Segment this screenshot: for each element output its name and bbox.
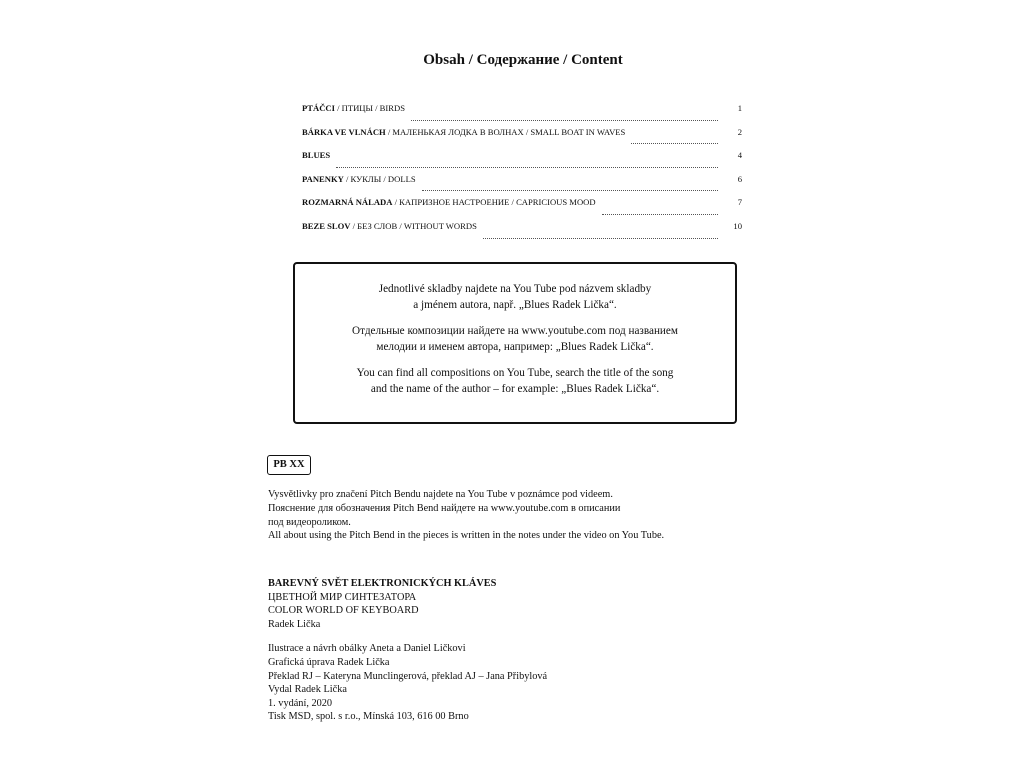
toc-item-title: PANENKY	[302, 173, 344, 184]
pitch-bend-line: Пояснение для обозначения Pitch Bend найдете на www.youtube.com в описании	[268, 502, 621, 514]
pitch-bend-badge: PB XX	[267, 455, 311, 475]
toc-item-subtitle: / КАПРИЗНОЕ НАСТРОЕНИЕ / CAPRICIOUS MOOD	[392, 197, 596, 208]
toc-item-page: 6	[737, 173, 742, 184]
toc-item	[302, 197, 742, 221]
translation-credit: Překlad RJ – Kateryna Munclingerová, překlad AJ – Jana Přibylová	[268, 670, 548, 682]
book-title-russian: ЦВЕТНОЙ МИР СИНТЕЗАТОРА	[268, 591, 417, 603]
page-title: Obsah / Содержание / Content	[423, 52, 623, 68]
pitch-bend-explanation	[268, 488, 748, 543]
toc-leader-dots	[336, 167, 718, 168]
toc-item	[302, 221, 742, 245]
toc-item-page: 2	[737, 126, 742, 137]
toc-item-title: BLUES	[302, 150, 331, 161]
toc-item	[302, 127, 742, 151]
toc-item-subtitle: / БЕЗ СЛОВ / WITHOUT WORDS	[350, 220, 477, 231]
toc-item	[302, 103, 742, 127]
toc-leader-dots	[411, 120, 718, 121]
toc-item-title: BÁRKA VE VLNÁCH	[302, 126, 386, 137]
pitch-bend-line: под видеороликом.	[268, 516, 351, 528]
toc-leader-dots	[631, 143, 718, 144]
toc-item-page: 4	[737, 150, 742, 161]
toc-leader-dots	[602, 214, 718, 215]
toc-item-page: 1	[737, 103, 742, 113]
youtube-notice-box	[293, 262, 737, 424]
book-title-czech: BAREVNÝ SVĚT ELEKTRONICKÝCH KLÁVES	[268, 578, 497, 589]
toc-item	[302, 150, 742, 174]
book-title-english: COLOR WORLD OF KEYBOARD	[268, 605, 419, 617]
notice-russian: Отдельные композиции найдете на www.youtube.com под названием мелодии и именем автора, например: „Blues Radek Lička“.	[352, 325, 678, 353]
notice-english: You can find all compositions on You Tube, search the title of the song and the name of the author – for example: „Blues Radek Lička“.	[356, 367, 674, 395]
toc-item-subtitle: / МАЛЕНЬКАЯ ЛОДКА В ВОЛНАХ / SMALL BOAT IN WAVES	[385, 126, 626, 137]
colophon	[268, 577, 668, 724]
print-info: Tisk MSD, spol. s r.o., Mínská 103, 616 00 Brno	[268, 711, 469, 723]
notice-czech: Jednotlivé skladby najdete na You Tube pod názvem skladby a jménem autora, např. „Blues Radek Lička“.	[378, 283, 652, 311]
author-name: Radek Lička	[268, 618, 321, 630]
toc-item-title: ROZMARNÁ NÁLADA	[302, 197, 393, 208]
publisher-credit: Vydal Radek Lička	[268, 684, 347, 696]
toc-item-page: 7	[737, 197, 742, 208]
toc-item-title: PTÁČCI	[302, 103, 335, 113]
table-of-contents	[302, 103, 742, 245]
pitch-bend-line: Vysvětlivky pro značení Pitch Bendu najdete na You Tube v poznámce pod videem.	[268, 489, 613, 500]
pitch-bend-line: All about using the Pitch Bend in the pieces is written in the notes under the video on You Tube.	[268, 530, 665, 542]
illustration-credit: Ilustrace a návrh obálky Aneta a Daniel Ličkovi	[268, 643, 466, 655]
graphics-credit: Grafická úprava Radek Lička	[268, 656, 390, 668]
edition-info: 1. vydání, 2020	[268, 697, 333, 709]
toc-item-subtitle: / ПТИЦЫ / BIRDS	[334, 103, 405, 113]
toc-leader-dots	[483, 238, 718, 239]
toc-item-page: 10	[733, 220, 742, 231]
toc-item-title: BEZE SLOV	[302, 220, 351, 231]
toc-leader-dots	[422, 190, 718, 191]
toc-item-subtitle: / КУКЛЫ / DOLLS	[343, 173, 416, 184]
toc-item	[302, 174, 742, 198]
